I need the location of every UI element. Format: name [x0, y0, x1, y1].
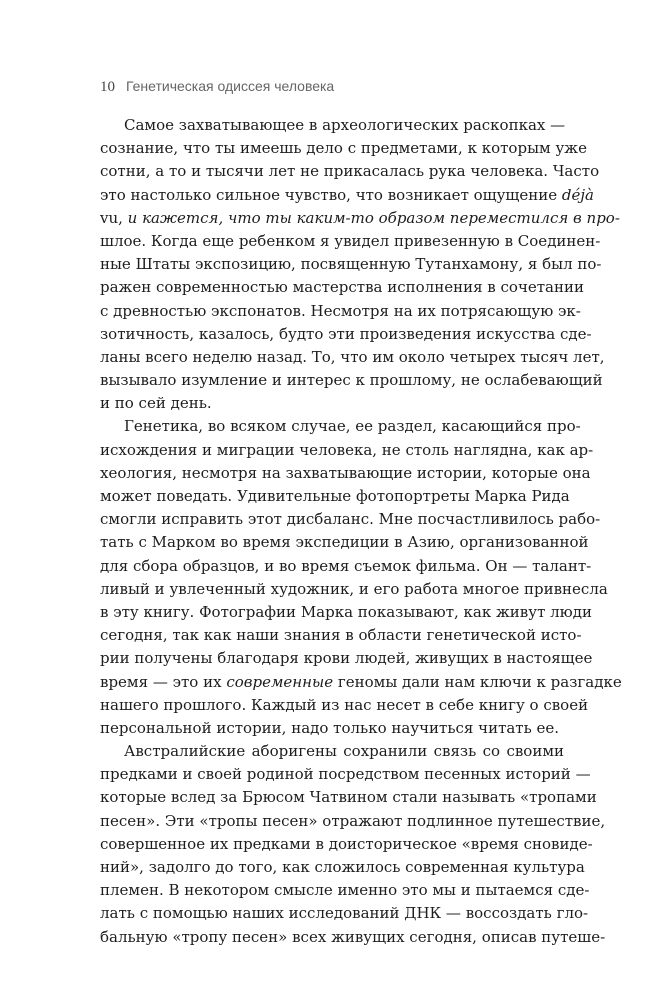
text-line: совершенное их предками в доисторическое «время сновиде- — [100, 834, 593, 853]
text-run: время — это их — [100, 672, 227, 691]
text-run: геномы дали нам ключи к разгадке — [333, 672, 622, 691]
text-line: зотичность, казалось, будто эти произведения искусства сде- — [100, 324, 592, 343]
text-line: рии получены благодаря крови людей, живущих в настоящее — [100, 649, 593, 668]
text-line: Австралийские аборигены сохранили связь со своими — [124, 742, 564, 761]
text-line: сотни, а то и тысячи лет не прикасалась рука человека. Часто — [100, 162, 600, 181]
running-head-title: Генетическая одиссея человека — [126, 78, 335, 94]
text-line: для сбора образцов, и во время съемок фильма. Он — талант- — [100, 556, 592, 575]
text-line: и по сей день. — [100, 394, 212, 413]
text-line: предками и своей родиной посредством песенных историй — — [100, 765, 591, 784]
text-line: лать с помощью наших исследований ДНК — воссоздать гло- — [100, 904, 589, 923]
text-line: тать с Марком во время экспедиции в Азию, организованной — [100, 533, 589, 552]
text-line: нашего прошлого. Каждый из нас несет в себе книгу о своей — [100, 695, 589, 714]
body-text — [100, 114, 622, 949]
text-line: ланы всего неделю назад. То, что им около четырех тысяч лет, — [100, 347, 605, 366]
page-number: 10 — [100, 79, 115, 95]
text-line — [100, 207, 620, 230]
text-run: vu, — [100, 208, 123, 227]
text-line: Генетика, во всяком случае, ее раздел, касающийся про- — [124, 417, 581, 436]
text-line — [100, 184, 594, 207]
text-line: Самое захватывающее в археологических раскопках — — [124, 116, 566, 134]
text-line: ражен современностью мастерства исполнения в сочетании — [100, 278, 584, 297]
text-line: ний», задолго до того, как сложилось современная культура — [100, 858, 585, 876]
text-line: ливый и увлеченный художник, и его работа многое привнесла — [100, 579, 608, 598]
text-line — [100, 671, 622, 694]
text-line: исхождения и миграции человека, не столь наглядна, как ар- — [100, 440, 594, 459]
italic-text: déjà — [561, 185, 594, 204]
paragraph — [100, 740, 606, 949]
text-line: сознание, что ты имеешь дело с предметами, к которым уже — [100, 139, 587, 158]
text-line: с древностью экспонатов. Несмотря на их потрясающую эк- — [100, 301, 581, 320]
text-line: в эту книгу. Фотографии Марка показывают, как живут люди — [100, 602, 592, 621]
text-line: шлое. Когда еще ребенком я увидел привезенную в Соединен- — [100, 231, 601, 250]
text-line: может поведать. Удивительные фотопортреты Марка Рида — [100, 487, 570, 505]
paragraph — [100, 114, 620, 415]
text-line: вызывало изумление и интерес к прошлому, не ослабевающий — [100, 371, 603, 390]
text-line: племен. В некотором смысле именно это мы и пытаемся сде- — [100, 881, 590, 900]
text-line: песен». Эти «тропы песен» отражают подлинное путешествие, — [100, 811, 606, 830]
italic-text: и кажется, что ты каким-то образом переместился в про- — [122, 208, 620, 227]
text-line: ные Штаты экспозицию, посвященную Тутанхамону, я был по- — [100, 255, 602, 274]
running-head — [100, 78, 334, 96]
text-line: хеология, несмотря на захватывающие истории, которые она — [100, 463, 591, 482]
text-line: сегодня, так как наши знания в области генетической исто- — [100, 626, 582, 645]
text-run: это настолько сильное чувство, что возникает ощущение — [100, 185, 562, 204]
text-line: смогли исправить этот дисбаланс. Мне посчастливилось рабо- — [100, 510, 601, 529]
italic-text: современные — [226, 672, 334, 691]
text-line: персональной истории, надо только научиться читать ее. — [100, 718, 560, 737]
text-line: бальную «тропу песен» всех живущих сегодня, описав путеше- — [100, 927, 606, 946]
paragraph — [100, 415, 622, 740]
text-line: которые вслед за Брюсом Чатвином стали называть «тропами — [100, 788, 597, 807]
